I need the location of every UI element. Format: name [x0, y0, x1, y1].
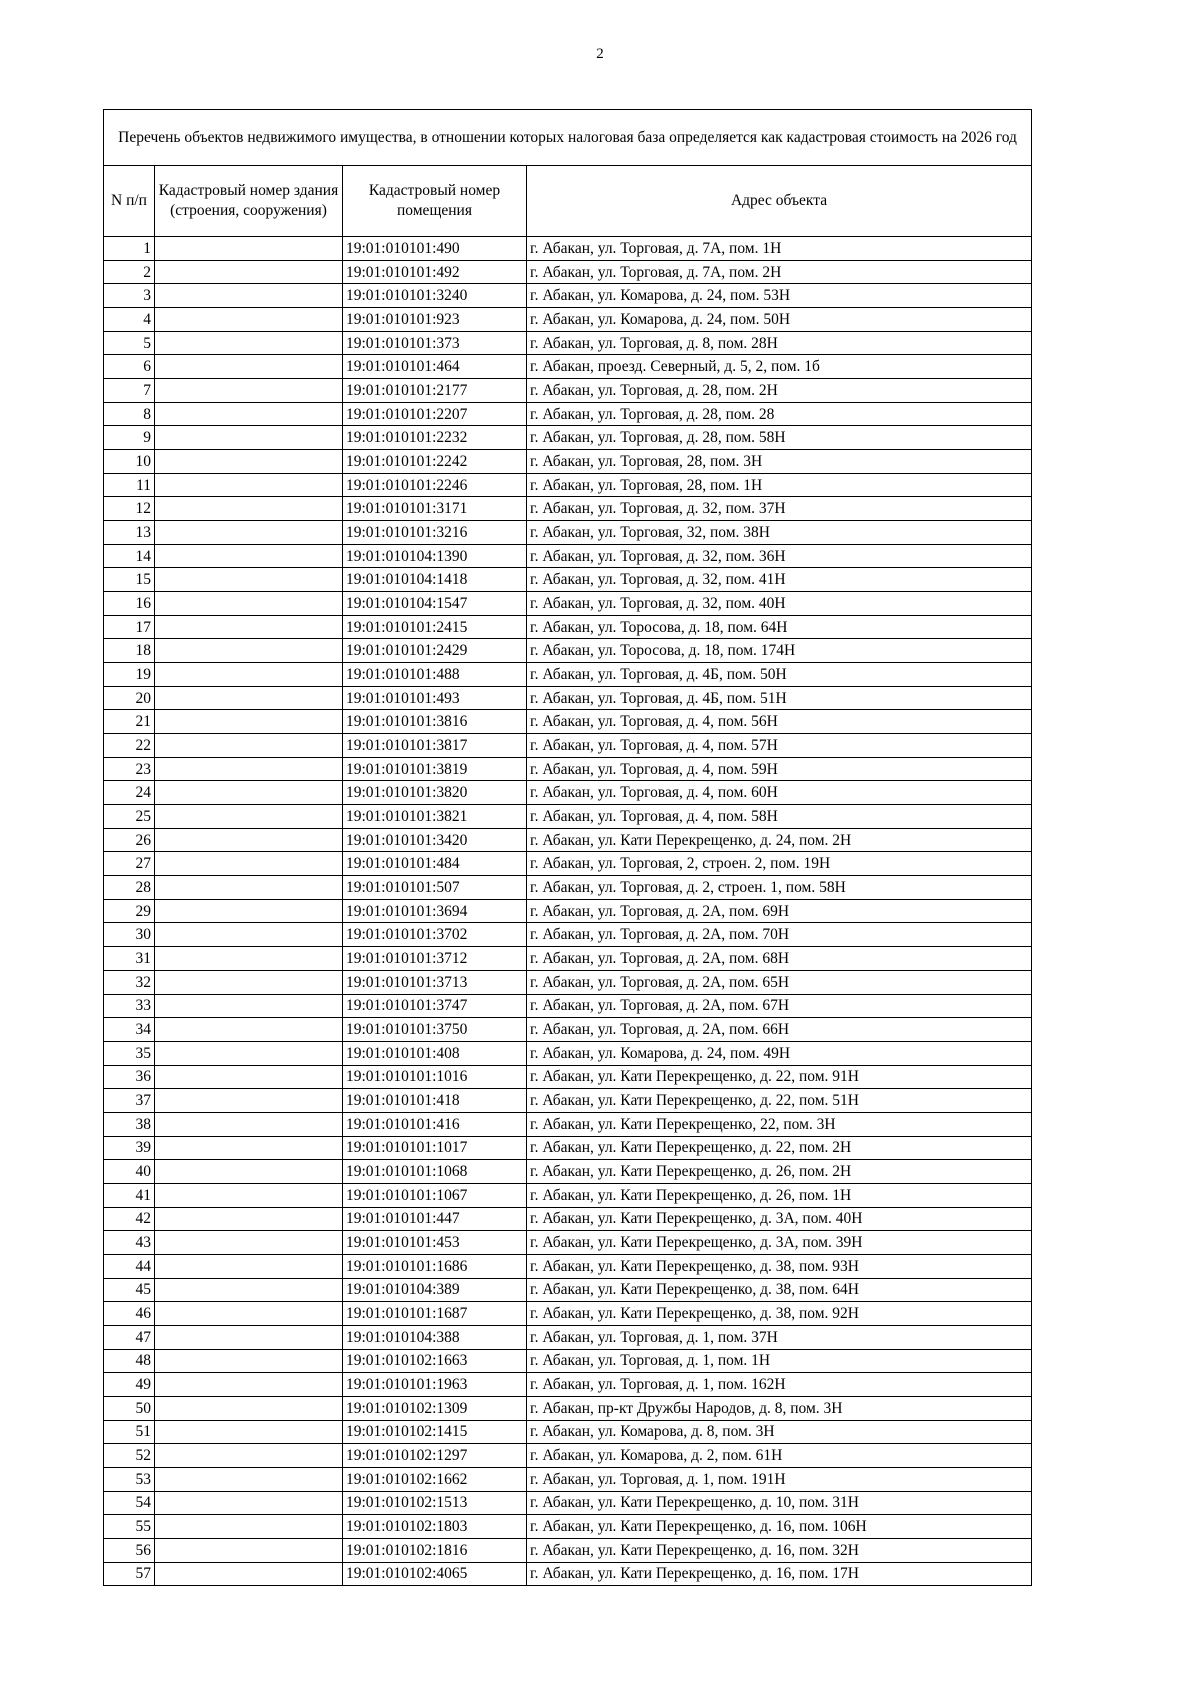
table-row — [104, 994, 1032, 1018]
building-cadastral-cell — [155, 781, 343, 805]
table-row — [104, 970, 1032, 994]
building-cadastral-cell — [155, 521, 343, 545]
address-cell: г. Абакан, ул. Комарова, д. 24, пом. 49Н — [527, 1041, 1032, 1065]
building-cadastral-cell — [155, 237, 343, 261]
row-number: 33 — [104, 994, 155, 1018]
address-cell: г. Абакан, ул. Кати Перекрещенко, д. 38, пом. 64Н — [527, 1278, 1032, 1302]
premise-cadastral-cell: 19:01:010102:1415 — [343, 1420, 527, 1444]
table-row — [104, 852, 1032, 876]
address-cell: г. Абакан, ул. Кати Перекрещенко, д. 16, пом. 106Н — [527, 1515, 1032, 1539]
building-cadastral-cell — [155, 947, 343, 971]
address-cell: г. Абакан, ул. Торговая, д. 2А, пом. 65Н — [527, 970, 1032, 994]
premise-cadastral-cell: 19:01:010101:3694 — [343, 899, 527, 923]
row-number: 27 — [104, 852, 155, 876]
premise-cadastral-cell: 19:01:010101:3820 — [343, 781, 527, 805]
table-row — [104, 1136, 1032, 1160]
table-title-row — [104, 110, 1032, 166]
row-number: 22 — [104, 734, 155, 758]
table-row — [104, 1325, 1032, 1349]
address-cell: г. Абакан, ул. Торговая, д. 2А, пом. 67Н — [527, 994, 1032, 1018]
address-cell: г. Абакан, ул. Торговая, д. 4Б, пом. 51Н — [527, 686, 1032, 710]
address-cell: г. Абакан, ул. Торговая, д. 28, пом. 58Н — [527, 426, 1032, 450]
building-cadastral-cell — [155, 1349, 343, 1373]
table-row — [104, 1207, 1032, 1231]
premise-cadastral-cell: 19:01:010101:3702 — [343, 923, 527, 947]
row-number: 31 — [104, 947, 155, 971]
address-cell: г. Абакан, проезд. Северный, д. 5, 2, пом. 1б — [527, 355, 1032, 379]
address-cell: г. Абакан, ул. Торговая, д. 2А, пом. 70Н — [527, 923, 1032, 947]
row-number: 17 — [104, 615, 155, 639]
row-number: 54 — [104, 1491, 155, 1515]
table-row — [104, 260, 1032, 284]
row-number: 24 — [104, 781, 155, 805]
table-row — [104, 450, 1032, 474]
address-cell: г. Абакан, ул. Кати Перекрещенко, д. 16, пом. 32Н — [527, 1538, 1032, 1562]
row-number: 46 — [104, 1302, 155, 1326]
building-cadastral-cell — [155, 1207, 343, 1231]
row-number: 37 — [104, 1089, 155, 1113]
table-row — [104, 544, 1032, 568]
building-cadastral-cell — [155, 497, 343, 521]
table-row — [104, 923, 1032, 947]
row-number: 42 — [104, 1207, 155, 1231]
table-row — [104, 899, 1032, 923]
table-row — [104, 1041, 1032, 1065]
building-cadastral-cell — [155, 923, 343, 947]
table-row — [104, 805, 1032, 829]
address-cell: г. Абакан, ул. Кати Перекрещенко, д. 22, пом. 91Н — [527, 1065, 1032, 1089]
address-cell: г. Абакан, ул. Торговая, д. 1, пом. 191Н — [527, 1467, 1032, 1491]
row-number: 8 — [104, 402, 155, 426]
premise-cadastral-cell: 19:01:010101:464 — [343, 355, 527, 379]
building-cadastral-cell — [155, 1183, 343, 1207]
table-row — [104, 1349, 1032, 1373]
building-cadastral-cell — [155, 284, 343, 308]
address-cell: г. Абакан, ул. Торговая, д. 28, пом. 28 — [527, 402, 1032, 426]
building-cadastral-cell — [155, 1396, 343, 1420]
premise-cadastral-cell: 19:01:010101:507 — [343, 876, 527, 900]
row-number: 9 — [104, 426, 155, 450]
address-cell: г. Абакан, ул. Торговая, д. 2А, пом. 66Н — [527, 1018, 1032, 1042]
premise-cadastral-cell: 19:01:010104:388 — [343, 1325, 527, 1349]
premise-cadastral-cell: 19:01:010101:373 — [343, 331, 527, 355]
premise-cadastral-cell: 19:01:010101:3819 — [343, 757, 527, 781]
table-row — [104, 1515, 1032, 1539]
premise-cadastral-cell: 19:01:010101:3216 — [343, 521, 527, 545]
address-cell: г. Абакан, ул. Торговая, д. 7А, пом. 2Н — [527, 260, 1032, 284]
premise-cadastral-cell: 19:01:010101:3750 — [343, 1018, 527, 1042]
address-cell: г. Абакан, ул. Торговая, д. 4, пом. 59Н — [527, 757, 1032, 781]
building-cadastral-cell — [155, 1538, 343, 1562]
table-row — [104, 1373, 1032, 1397]
table-title: Перечень объектов недвижимого имущества, в отношении которых налоговая база определяется как кадастровая стоимость на 2026 год — [104, 110, 1032, 166]
table-row — [104, 308, 1032, 332]
row-number: 26 — [104, 828, 155, 852]
row-number: 48 — [104, 1349, 155, 1373]
table-row — [104, 1183, 1032, 1207]
address-cell: г. Абакан, ул. Торосова, д. 18, пом. 64Н — [527, 615, 1032, 639]
row-number: 55 — [104, 1515, 155, 1539]
premise-cadastral-cell: 19:01:010101:1686 — [343, 1254, 527, 1278]
building-cadastral-cell — [155, 805, 343, 829]
building-cadastral-cell — [155, 568, 343, 592]
premise-cadastral-cell: 19:01:010102:1663 — [343, 1349, 527, 1373]
premise-cadastral-cell: 19:01:010101:3420 — [343, 828, 527, 852]
table-row — [104, 1491, 1032, 1515]
building-cadastral-cell — [155, 1491, 343, 1515]
building-cadastral-cell — [155, 1018, 343, 1042]
header-num: N п/п — [104, 166, 155, 237]
row-number: 41 — [104, 1183, 155, 1207]
table-row — [104, 355, 1032, 379]
building-cadastral-cell — [155, 899, 343, 923]
table-row — [104, 237, 1032, 261]
table-body — [104, 237, 1032, 1586]
table-row — [104, 497, 1032, 521]
row-number: 13 — [104, 521, 155, 545]
building-cadastral-cell — [155, 757, 343, 781]
premise-cadastral-cell: 19:01:010101:2207 — [343, 402, 527, 426]
building-cadastral-cell — [155, 663, 343, 687]
building-cadastral-cell — [155, 852, 343, 876]
table-row — [104, 615, 1032, 639]
row-number: 21 — [104, 710, 155, 734]
address-cell: г. Абакан, ул. Торговая, д. 1, пом. 1Н — [527, 1349, 1032, 1373]
premise-cadastral-cell: 19:01:010102:4065 — [343, 1562, 527, 1586]
table-row — [104, 663, 1032, 687]
table-row — [104, 757, 1032, 781]
row-number: 49 — [104, 1373, 155, 1397]
premise-cadastral-cell: 19:01:010101:2232 — [343, 426, 527, 450]
premise-cadastral-cell: 19:01:010101:447 — [343, 1207, 527, 1231]
address-cell: г. Абакан, пр-кт Дружбы Народов, д. 8, пом. 3Н — [527, 1396, 1032, 1420]
premise-cadastral-cell: 19:01:010101:2242 — [343, 450, 527, 474]
premise-cadastral-cell: 19:01:010101:488 — [343, 663, 527, 687]
premise-cadastral-cell: 19:01:010102:1513 — [343, 1491, 527, 1515]
building-cadastral-cell — [155, 592, 343, 616]
premise-cadastral-cell: 19:01:010101:3712 — [343, 947, 527, 971]
table-row — [104, 568, 1032, 592]
row-number: 35 — [104, 1041, 155, 1065]
address-cell: г. Абакан, ул. Торговая, д. 1, пом. 37Н — [527, 1325, 1032, 1349]
page-number: 2 — [596, 46, 604, 62]
address-cell: г. Абакан, ул. Кати Перекрещенко, 22, пом. 3Н — [527, 1112, 1032, 1136]
address-cell: г. Абакан, ул. Комарова, д. 2, пом. 61Н — [527, 1444, 1032, 1468]
row-number: 15 — [104, 568, 155, 592]
table-row — [104, 1278, 1032, 1302]
building-cadastral-cell — [155, 1420, 343, 1444]
premise-cadastral-cell: 19:01:010101:2177 — [343, 379, 527, 403]
building-cadastral-cell — [155, 1254, 343, 1278]
row-number: 4 — [104, 308, 155, 332]
building-cadastral-cell — [155, 426, 343, 450]
row-number: 40 — [104, 1160, 155, 1184]
row-number: 53 — [104, 1467, 155, 1491]
address-cell: г. Абакан, ул. Торговая, д. 32, пом. 41Н — [527, 568, 1032, 592]
address-cell: г. Абакан, ул. Торговая, 28, пом. 1Н — [527, 473, 1032, 497]
row-number: 2 — [104, 260, 155, 284]
header-premise-cadastral: Кадастровый номер помещения — [343, 166, 527, 237]
table-row — [104, 1160, 1032, 1184]
building-cadastral-cell — [155, 686, 343, 710]
building-cadastral-cell — [155, 473, 343, 497]
building-cadastral-cell — [155, 1112, 343, 1136]
row-number: 3 — [104, 284, 155, 308]
building-cadastral-cell — [155, 379, 343, 403]
table-row — [104, 1420, 1032, 1444]
table-row — [104, 426, 1032, 450]
building-cadastral-cell — [155, 639, 343, 663]
table-row — [104, 331, 1032, 355]
building-cadastral-cell — [155, 734, 343, 758]
address-cell: г. Абакан, ул. Торговая, д. 2А, пом. 68Н — [527, 947, 1032, 971]
row-number: 6 — [104, 355, 155, 379]
row-number: 30 — [104, 923, 155, 947]
building-cadastral-cell — [155, 402, 343, 426]
address-cell: г. Абакан, ул. Торговая, д. 2, строен. 1, пом. 58Н — [527, 876, 1032, 900]
address-cell: г. Абакан, ул. Торговая, 2, строен. 2, пом. 19Н — [527, 852, 1032, 876]
row-number: 28 — [104, 876, 155, 900]
row-number: 34 — [104, 1018, 155, 1042]
premise-cadastral-cell: 19:01:010101:2429 — [343, 639, 527, 663]
building-cadastral-cell — [155, 1467, 343, 1491]
row-number: 12 — [104, 497, 155, 521]
table-row — [104, 592, 1032, 616]
building-cadastral-cell — [155, 1562, 343, 1586]
table-row — [104, 1444, 1032, 1468]
address-cell: г. Абакан, ул. Торговая, д. 4, пом. 60Н — [527, 781, 1032, 805]
address-cell: г. Абакан, ул. Кати Перекрещенко, д. 38, пом. 93Н — [527, 1254, 1032, 1278]
premise-cadastral-cell: 19:01:010101:453 — [343, 1231, 527, 1255]
property-registry-table — [103, 109, 1032, 1586]
premise-cadastral-cell: 19:01:010104:1390 — [343, 544, 527, 568]
table-row — [104, 1396, 1032, 1420]
address-cell: г. Абакан, ул. Торговая, д. 1, пом. 162Н — [527, 1373, 1032, 1397]
building-cadastral-cell — [155, 615, 343, 639]
row-number: 50 — [104, 1396, 155, 1420]
table-row — [104, 710, 1032, 734]
premise-cadastral-cell: 19:01:010101:923 — [343, 308, 527, 332]
address-cell: г. Абакан, ул. Торговая, д. 4, пом. 57Н — [527, 734, 1032, 758]
premise-cadastral-cell: 19:01:010102:1816 — [343, 1538, 527, 1562]
table-row — [104, 473, 1032, 497]
row-number: 7 — [104, 379, 155, 403]
row-number: 10 — [104, 450, 155, 474]
premise-cadastral-cell: 19:01:010101:3816 — [343, 710, 527, 734]
address-cell: г. Абакан, ул. Кати Перекрещенко, д. 22, пом. 2Н — [527, 1136, 1032, 1160]
row-number: 20 — [104, 686, 155, 710]
building-cadastral-cell — [155, 1302, 343, 1326]
address-cell: г. Абакан, ул. Торговая, д. 8, пом. 28Н — [527, 331, 1032, 355]
table-row — [104, 1018, 1032, 1042]
row-number: 47 — [104, 1325, 155, 1349]
address-cell: г. Абакан, ул. Кати Перекрещенко, д. 22, пом. 51Н — [527, 1089, 1032, 1113]
row-number: 23 — [104, 757, 155, 781]
premise-cadastral-cell: 19:01:010101:2246 — [343, 473, 527, 497]
premise-cadastral-cell: 19:01:010101:484 — [343, 852, 527, 876]
address-cell: г. Абакан, ул. Кати Перекрещенко, д. 3А, пом. 40Н — [527, 1207, 1032, 1231]
table-row — [104, 639, 1032, 663]
premise-cadastral-cell: 19:01:010101:3821 — [343, 805, 527, 829]
row-number: 43 — [104, 1231, 155, 1255]
building-cadastral-cell — [155, 1065, 343, 1089]
row-number: 19 — [104, 663, 155, 687]
row-number: 45 — [104, 1278, 155, 1302]
table-row — [104, 1302, 1032, 1326]
premise-cadastral-cell: 19:01:010101:3817 — [343, 734, 527, 758]
building-cadastral-cell — [155, 544, 343, 568]
premise-cadastral-cell: 19:01:010101:1068 — [343, 1160, 527, 1184]
premise-cadastral-cell: 19:01:010101:493 — [343, 686, 527, 710]
building-cadastral-cell — [155, 1373, 343, 1397]
premise-cadastral-cell: 19:01:010101:1016 — [343, 1065, 527, 1089]
premise-cadastral-cell: 19:01:010101:1687 — [343, 1302, 527, 1326]
premise-cadastral-cell: 19:01:010101:2415 — [343, 615, 527, 639]
building-cadastral-cell — [155, 450, 343, 474]
table-row — [104, 402, 1032, 426]
premise-cadastral-cell: 19:01:010101:3171 — [343, 497, 527, 521]
table-row — [104, 876, 1032, 900]
address-cell: г. Абакан, ул. Торговая, д. 2А, пом. 69Н — [527, 899, 1032, 923]
table-row — [104, 1562, 1032, 1586]
premise-cadastral-cell: 19:01:010101:1017 — [343, 1136, 527, 1160]
table-row — [104, 781, 1032, 805]
building-cadastral-cell — [155, 355, 343, 379]
row-number: 32 — [104, 970, 155, 994]
row-number: 38 — [104, 1112, 155, 1136]
building-cadastral-cell — [155, 1231, 343, 1255]
premise-cadastral-cell: 19:01:010101:408 — [343, 1041, 527, 1065]
table-row — [104, 1254, 1032, 1278]
building-cadastral-cell — [155, 1278, 343, 1302]
table-row — [104, 284, 1032, 308]
table-row — [104, 379, 1032, 403]
building-cadastral-cell — [155, 308, 343, 332]
row-number: 52 — [104, 1444, 155, 1468]
address-cell: г. Абакан, ул. Кати Перекрещенко, д. 38, пом. 92Н — [527, 1302, 1032, 1326]
building-cadastral-cell — [155, 331, 343, 355]
premise-cadastral-cell: 19:01:010102:1297 — [343, 1444, 527, 1468]
table-row — [104, 734, 1032, 758]
row-number: 56 — [104, 1538, 155, 1562]
table-row — [104, 1538, 1032, 1562]
premise-cadastral-cell: 19:01:010102:1309 — [343, 1396, 527, 1420]
premise-cadastral-cell: 19:01:010102:1803 — [343, 1515, 527, 1539]
row-number: 16 — [104, 592, 155, 616]
address-cell: г. Абакан, ул. Торговая, 32, пом. 38Н — [527, 521, 1032, 545]
address-cell: г. Абакан, ул. Комарова, д. 24, пом. 53Н — [527, 284, 1032, 308]
row-number: 51 — [104, 1420, 155, 1444]
premise-cadastral-cell: 19:01:010101:1963 — [343, 1373, 527, 1397]
premise-cadastral-cell: 19:01:010104:389 — [343, 1278, 527, 1302]
building-cadastral-cell — [155, 1136, 343, 1160]
address-cell: г. Абакан, ул. Кати Перекрещенко, д. 16, пом. 17Н — [527, 1562, 1032, 1586]
address-cell: г. Абакан, ул. Комарова, д. 8, пом. 3Н — [527, 1420, 1032, 1444]
row-number: 18 — [104, 639, 155, 663]
header-address: Адрес объекта — [527, 166, 1032, 237]
table-row — [104, 1089, 1032, 1113]
address-cell: г. Абакан, ул. Торговая, д. 4, пом. 58Н — [527, 805, 1032, 829]
address-cell: г. Абакан, ул. Кати Перекрещенко, д. 3А, пом. 39Н — [527, 1231, 1032, 1255]
table-row — [104, 1231, 1032, 1255]
premise-cadastral-cell: 19:01:010102:1662 — [343, 1467, 527, 1491]
row-number: 14 — [104, 544, 155, 568]
row-number: 29 — [104, 899, 155, 923]
address-cell: г. Абакан, ул. Торговая, д. 4Б, пом. 50Н — [527, 663, 1032, 687]
address-cell: г. Абакан, ул. Торговая, д. 32, пом. 40Н — [527, 592, 1032, 616]
building-cadastral-cell — [155, 260, 343, 284]
building-cadastral-cell — [155, 994, 343, 1018]
premise-cadastral-cell: 19:01:010101:492 — [343, 260, 527, 284]
row-number: 39 — [104, 1136, 155, 1160]
premise-cadastral-cell: 19:01:010101:1067 — [343, 1183, 527, 1207]
building-cadastral-cell — [155, 970, 343, 994]
address-cell: г. Абакан, ул. Кати Перекрещенко, д. 26, пом. 2Н — [527, 1160, 1032, 1184]
address-cell: г. Абакан, ул. Комарова, д. 24, пом. 50Н — [527, 308, 1032, 332]
building-cadastral-cell — [155, 828, 343, 852]
row-number: 25 — [104, 805, 155, 829]
row-number: 11 — [104, 473, 155, 497]
table-row — [104, 1065, 1032, 1089]
row-number: 1 — [104, 237, 155, 261]
building-cadastral-cell — [155, 876, 343, 900]
row-number: 36 — [104, 1065, 155, 1089]
address-cell: г. Абакан, ул. Торговая, 28, пом. 3Н — [527, 450, 1032, 474]
address-cell: г. Абакан, ул. Торосова, д. 18, пом. 174Н — [527, 639, 1032, 663]
table-row — [104, 521, 1032, 545]
table-row — [104, 1112, 1032, 1136]
building-cadastral-cell — [155, 1325, 343, 1349]
table-row — [104, 1467, 1032, 1491]
address-cell: г. Абакан, ул. Торговая, д. 7А, пом. 1Н — [527, 237, 1032, 261]
address-cell: г. Абакан, ул. Торговая, д. 28, пом. 2Н — [527, 379, 1032, 403]
address-cell: г. Абакан, ул. Кати Перекрещенко, д. 26, пом. 1Н — [527, 1183, 1032, 1207]
row-number: 57 — [104, 1562, 155, 1586]
address-cell: г. Абакан, ул. Торговая, д. 32, пом. 37Н — [527, 497, 1032, 521]
premise-cadastral-cell: 19:01:010104:1418 — [343, 568, 527, 592]
address-cell: г. Абакан, ул. Торговая, д. 4, пом. 56Н — [527, 710, 1032, 734]
row-number: 44 — [104, 1254, 155, 1278]
table-row — [104, 947, 1032, 971]
premise-cadastral-cell: 19:01:010101:418 — [343, 1089, 527, 1113]
building-cadastral-cell — [155, 1160, 343, 1184]
table-row — [104, 686, 1032, 710]
building-cadastral-cell — [155, 710, 343, 734]
premise-cadastral-cell: 19:01:010101:3747 — [343, 994, 527, 1018]
table-row — [104, 828, 1032, 852]
table-header-row — [104, 166, 1032, 237]
premise-cadastral-cell: 19:01:010104:1547 — [343, 592, 527, 616]
building-cadastral-cell — [155, 1444, 343, 1468]
address-cell: г. Абакан, ул. Кати Перекрещенко, д. 24, пом. 2Н — [527, 828, 1032, 852]
address-cell: г. Абакан, ул. Торговая, д. 32, пом. 36Н — [527, 544, 1032, 568]
premise-cadastral-cell: 19:01:010101:3713 — [343, 970, 527, 994]
row-number: 5 — [104, 331, 155, 355]
address-cell: г. Абакан, ул. Кати Перекрещенко, д. 10, пом. 31Н — [527, 1491, 1032, 1515]
header-building-cadastral: Кадастровый номер здания (строения, сооружения) — [155, 166, 343, 237]
premise-cadastral-cell: 19:01:010101:3240 — [343, 284, 527, 308]
building-cadastral-cell — [155, 1089, 343, 1113]
premise-cadastral-cell: 19:01:010101:490 — [343, 237, 527, 261]
building-cadastral-cell — [155, 1041, 343, 1065]
premise-cadastral-cell: 19:01:010101:416 — [343, 1112, 527, 1136]
building-cadastral-cell — [155, 1515, 343, 1539]
